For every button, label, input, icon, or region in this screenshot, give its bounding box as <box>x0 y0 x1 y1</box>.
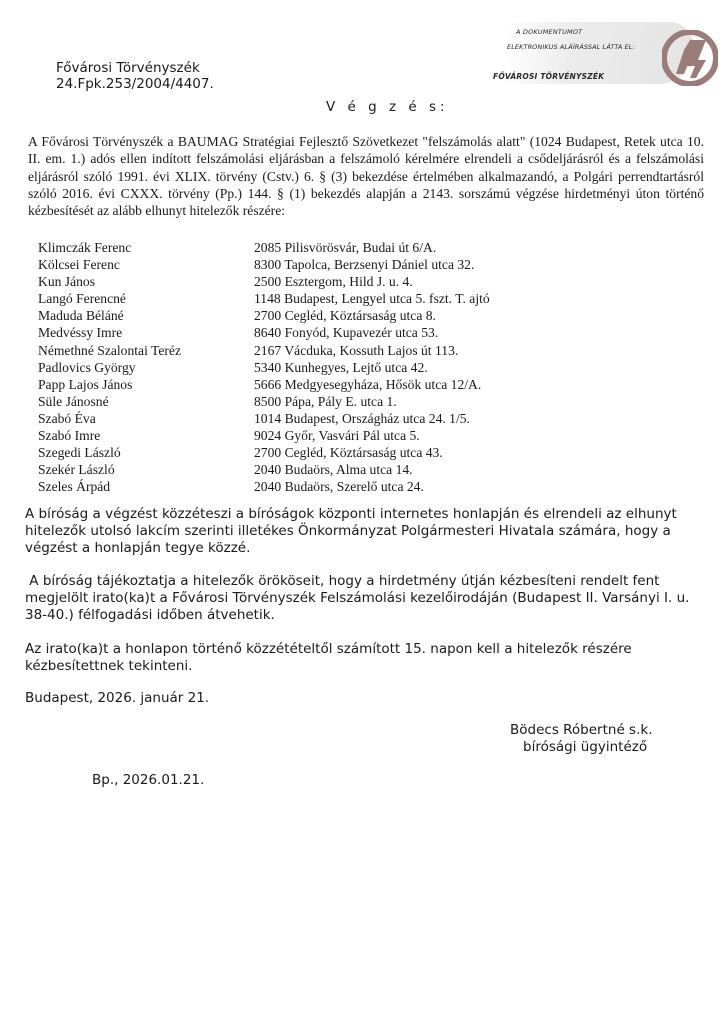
creditor-row <box>38 410 490 427</box>
publication-paragraph: A bíróság a végzést közzéteszi a bíróságok központi internetes honlapján és elrendeli az elhunyt hitelezők utolsó lakcím szerinti illetékes Önkormányzat Polgármesteri Hivatala számára, hogy a végzést a honlapján tegye közzé. <box>25 506 677 556</box>
creditor-name: Szabó Éva <box>38 410 96 426</box>
creditor-name: Kun János <box>38 274 96 290</box>
signer-role: bírósági ügyintéző <box>523 739 648 755</box>
signature-block <box>510 722 652 756</box>
creditor-name: Szeles Árpád <box>38 479 111 495</box>
creditor-name: Szegedi László <box>38 445 121 461</box>
creditor-row <box>38 444 490 461</box>
creditor-address: 5666 Medgyesegyháza, Hősök utca 12/A. <box>254 376 482 392</box>
stamp-court-name: FŐVÁROSI TÖRVÉNYSZÉK <box>493 72 605 81</box>
creditor-address: 1148 Budapest, Lengyel utca 5. fszt. T. ajtó <box>254 291 490 307</box>
creditor-name: Klimczák Ferenc <box>38 240 132 255</box>
creditor-name: Padlovics György <box>38 359 136 375</box>
creditors-list <box>38 239 490 495</box>
creditor-address: 2040 Budaörs, Alma utca 14. <box>254 462 413 478</box>
heirs-notice-paragraph: A bíróság tájékoztatja a hitelezők örököseit, hogy a hirdetmény útján kézbesíteni rendelt fent megjelölt irato(ka)t a Fővárosi Törvényszék Felszámolási kezelőirodáján (Budapest II. Varsányi I. u. 38-40.) félfogadási időben átvehetik. <box>25 573 694 623</box>
creditor-name: Szekér László <box>38 462 115 478</box>
creditor-row <box>38 256 490 273</box>
creditor-address: 2167 Vácduka, Kossuth Lajos út 113. <box>254 342 459 358</box>
creditor-address: 2700 Cegléd, Köztársaság utca 8. <box>254 308 436 324</box>
creditor-row <box>38 376 490 393</box>
creditor-address: 9024 Győr, Vasvári Pál utca 5. <box>254 428 420 444</box>
delivery-paragraph: Az irato(ka)t a honlapon történő közzétételtől számított 15. napon kell a hitelezők részére kézbesítettnek tekinteni. <box>25 641 632 674</box>
document-title: V é g z é s: <box>326 99 449 115</box>
creditor-name: Kölcsei Ferenc <box>38 257 120 273</box>
creditor-name: Medvéssy Imre <box>38 325 123 341</box>
creditor-address: 2700 Cegléd, Köztársaság utca 43. <box>254 445 443 461</box>
creditor-name: Maduda Béláné <box>38 308 124 324</box>
creditor-address: 8640 Fonyód, Kupavezér utca 53. <box>254 325 439 341</box>
creditor-name: Süle Jánosné <box>38 393 109 409</box>
creditor-row <box>38 290 490 307</box>
stamp-line-1: A DOKUMENTUMOT <box>516 28 583 36</box>
creditor-name: Papp Lajos János <box>38 376 133 392</box>
creditor-row <box>38 478 490 495</box>
creditor-address: 2500 Esztergom, Hild J. u. 4. <box>254 274 413 290</box>
stamp-line-2: ELEKTRONIKUS ALÁÍRÁSSAL LÁTTA EL: <box>507 43 635 51</box>
creditor-name: Némethné Szalontai Teréz <box>38 342 181 358</box>
creditor-name: Langó Ferencné <box>38 291 126 307</box>
creditor-row <box>38 324 490 341</box>
court-name: Fővárosi Törvényszék <box>56 60 200 76</box>
electronic-signature-stamp <box>493 18 723 98</box>
creditor-row <box>38 239 490 256</box>
creditor-row <box>38 273 490 290</box>
creditor-row <box>38 359 490 376</box>
creditor-address: 8500 Pápa, Pály E. utca 1. <box>254 393 397 409</box>
creditor-row <box>38 342 490 359</box>
intro-paragraph: A Fővárosi Törvényszék a BAUMAG Stratégiai Fejlesztő Szövetkezet "felszámolás alatt" (1024 Budapest, Retek utca 10. II. em. 1.) adós ellen indított felszámolási eljárásban a felszámoló kérelmére elrendeli a csődeljárásról és a felszámolási eljárásról szóló 1991. évi XLIX. törvény (Cstv.) 6. § (3) bekezdése értelmében alkalmazandó, a Polgári perrendtartásról szóló 2016. évi CXXX. törvény (Pp.) 144. § (1) bekezdés alapján a 2143. sorszámú végzése hirdetményi úton történő kézbesítését az alább elhunyt hitelezők részére: <box>28 134 704 219</box>
signer-name: Bödecs Róbertné s.k. <box>510 722 653 738</box>
case-number: 24.Fpk.253/2004/4407. <box>56 76 214 92</box>
document-header <box>56 60 214 92</box>
place-and-date: Budapest, 2026. január 21. <box>25 690 210 706</box>
creditor-address: 1014 Budapest, Országház utca 24. 1/5. <box>254 410 470 426</box>
creditor-row <box>38 427 490 444</box>
short-date: Bp., 2026.01.21. <box>92 772 205 788</box>
creditor-address: 2085 Pilisvörösvár, Budai út 6/A. <box>254 240 437 255</box>
creditor-address: 2040 Budaörs, Szerelő utca 24. <box>254 479 424 495</box>
creditor-address: 8300 Tapolca, Berzsenyi Dániel utca 32. <box>254 257 475 273</box>
creditor-row <box>38 393 490 410</box>
creditor-row <box>38 461 490 478</box>
creditor-row <box>38 307 490 324</box>
creditor-name: Szabó Imre <box>38 428 101 444</box>
creditor-address: 5340 Kunhegyes, Lejtő utca 42. <box>254 359 428 375</box>
court-logo-icon <box>662 30 718 86</box>
